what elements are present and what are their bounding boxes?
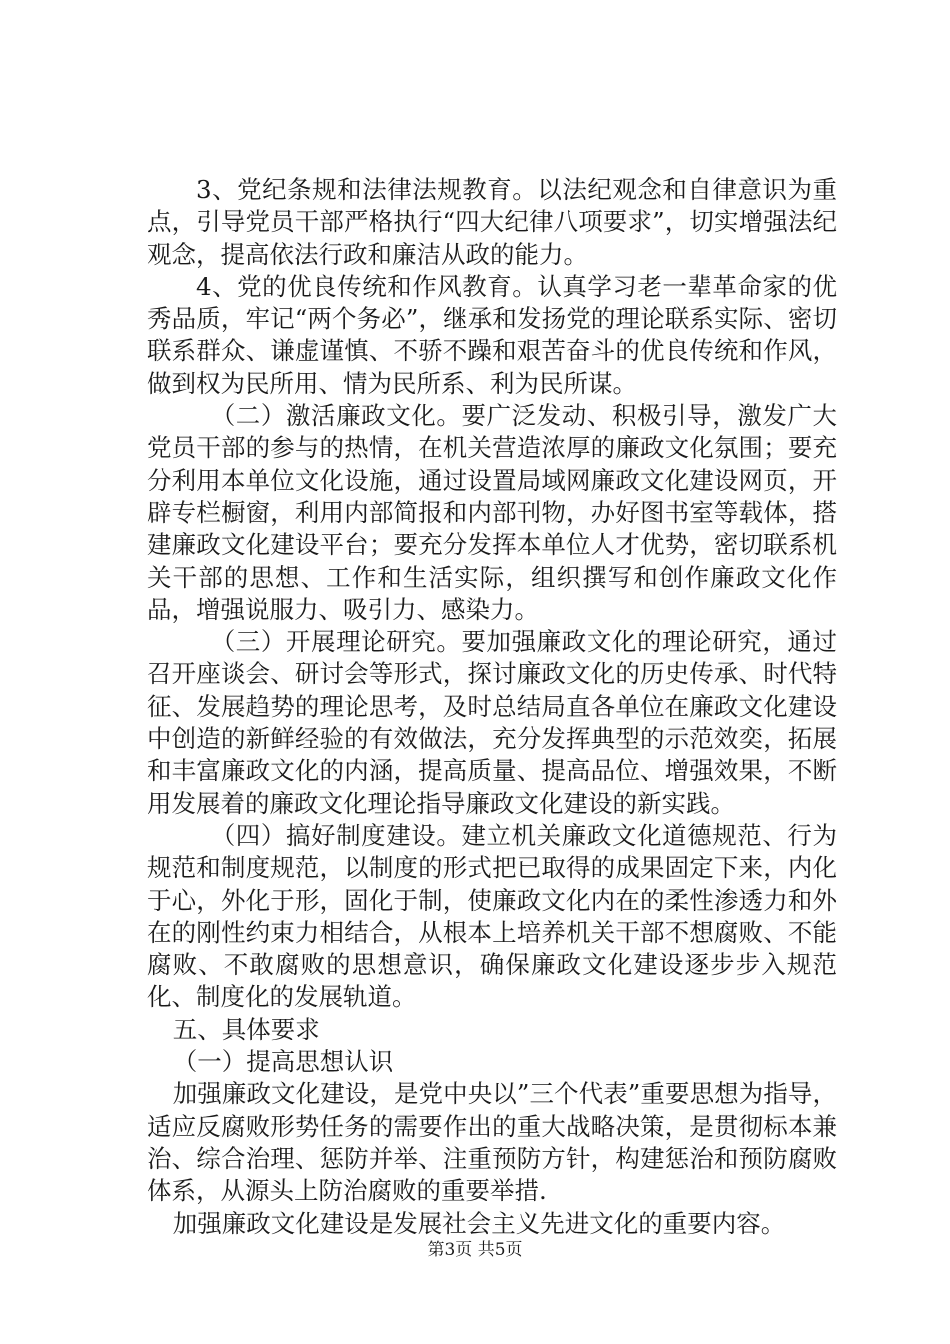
subheading-raise-awareness: （一）提高思想认识 [172,1047,394,1077]
page-footer [0,1239,950,1261]
page-number-label: 第3页 共5页 [427,1240,523,1260]
section-heading-specific-requirements: 五、具体要求 [172,1014,320,1044]
paragraph-system-building: （四）搞好制度建设。建立机关廉政文化道德规范、行为规范和制度规范，以制度的形式把已取得的成果固定下来，内化于心，外化于形，固化于制，使廉政文化内在的柔性渗透力和外在的刚性约束力相结合，从根本上培养机关干部不想腐败、不能腐败、不敢腐败的思想意识，确保廉政文化建设逐步步入规范化、制度化的发展轨道。 [147,820,837,1012]
paragraph-advanced-culture: 加强廉政文化建设是发展社会主义先进文化的重要内容。 [172,1208,786,1238]
paragraph-strengthen-clean-culture: 加强廉政文化建设，是党中央以”三个代表”重要思想为指导，适应反腐败形势任务的需要作出的重大战略决策，是贯彻标本兼治、综合治理、惩防并举、注重预防方针，构建惩治和预防腐败体系，从源头上防治腐败的重要举措. [147,1079,837,1206]
paragraph-party-tradition-education: 4、党的优良传统和作风教育。认真学习老一辈革命家的优秀品质，牢记“两个务必”，继承和发扬党的理论联系实际、密切联系群众、谦虚谨慎、不骄不躁和艰苦奋斗的优良传统和作风，做到权为民所用、情为民所系、利为民所谋。 [147,271,837,398]
paragraph-party-discipline-education: 3、党纪条规和法律法规教育。以法纪观念和自律意识为重点，引导党员干部严格执行“四大纪律八项要求”，切实增强法纪观念，提高依法行政和廉洁从政的能力。 [147,175,837,269]
document-body [147,174,837,1240]
paragraph-activate-clean-culture: （二）激活廉政文化。要广泛发动、积极引导，激发广大党员干部的参与的热情，在机关营造浓厚的廉政文化氛围；要充分利用本单位文化设施，通过设置局域网廉政文化建设网页，开辟专栏橱窗，利用内部简报和内部刊物，办好图书室等载体，搭建廉政文化建设平台；要充分发挥本单位人才优势，密切联系机关干部的思想、工作和生活实际，组织撰写和创作廉政文化作品，增强说服力、吸引力、感染力。 [147,401,837,624]
paragraph-theory-research: （三）开展理论研究。要加强廉政文化的理论研究，通过召开座谈会、研讨会等形式，探讨廉政文化的历史传承、时代特征、发展趋势的理论思考，及时总结局直各单位在廉政文化建设中创造的新鲜经验的有效做法，充分发挥典型的示范效奕，拓展和丰富廉政文化的内涵，提高质量、提高品位、增强效果，不断用发展着的廉政文化理论指导廉政文化建设的新实践。 [147,627,837,818]
